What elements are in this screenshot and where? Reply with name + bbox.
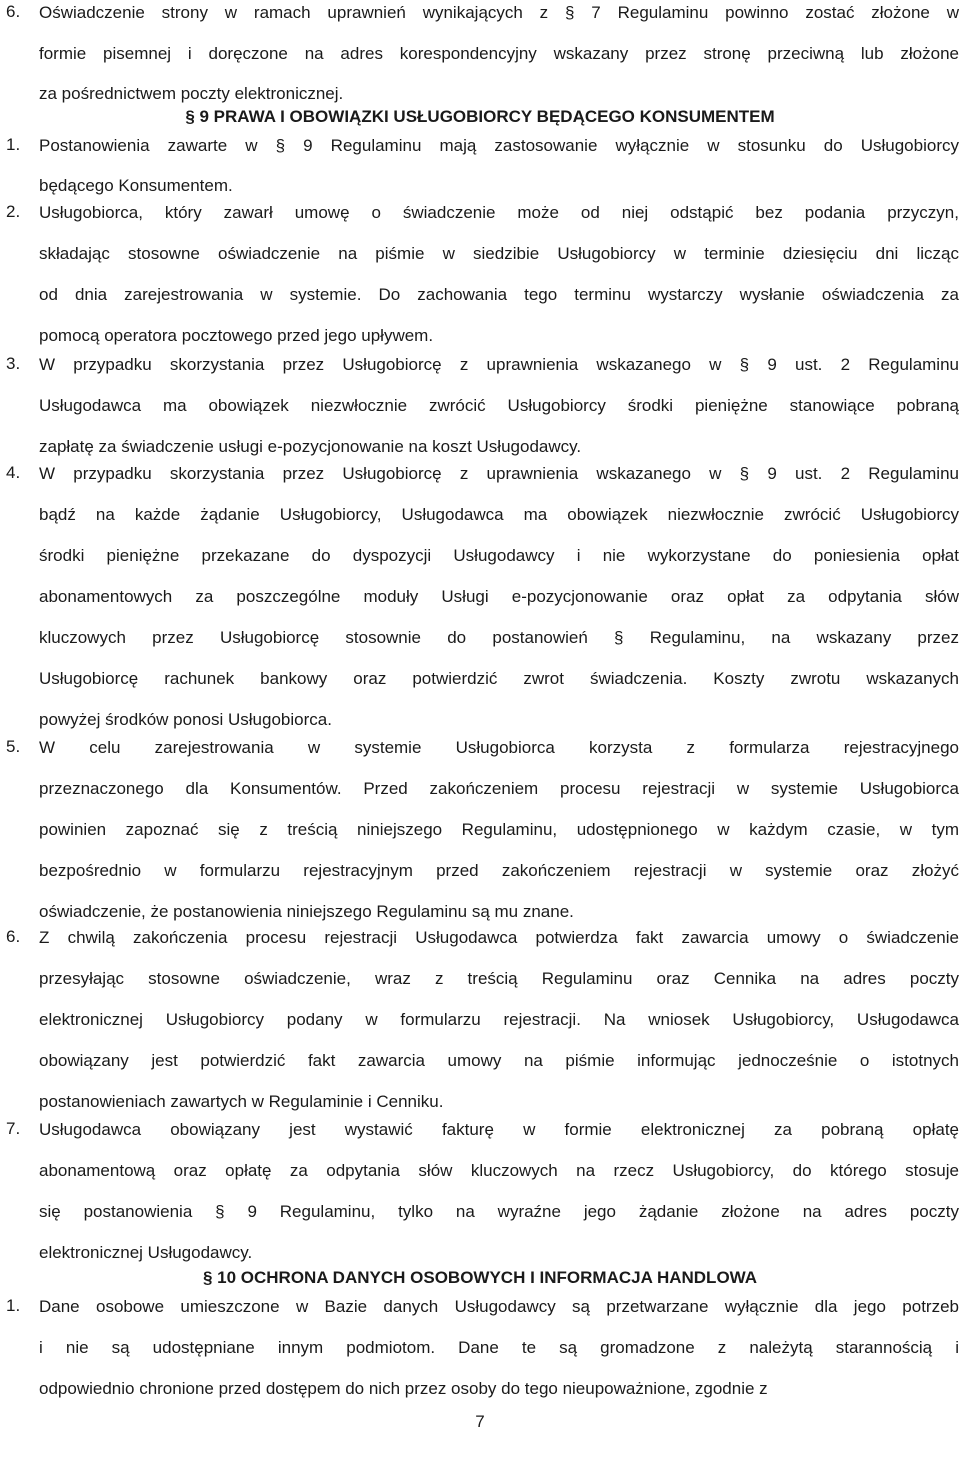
text-line: powyżej środków ponosi Usługobiorca.	[39, 710, 332, 729]
section-heading: § 10 OCHRONA DANYCH OSOBOWYCH I INFORMACJA HANDLOWA	[202, 1268, 758, 1287]
list-item-number: 1.	[6, 1296, 21, 1315]
text-line: abonamentową oraz opłatę za odpytania słów kluczowych na rzecz Usługobiorcy, do którego stosuje	[39, 1161, 959, 1180]
list-item	[0, 737, 960, 942]
list-item-text	[39, 354, 959, 477]
text-line: Postanowienia zawarte w § 9 Regulaminu mają zastosowanie wyłącznie w stosunku do Usługobiorcy	[39, 136, 959, 155]
text-line: elektronicznej Usługobiorcy podany w formularzu rejestracji. Na wniosek Usługobiorcy, Usługodawca	[39, 1010, 959, 1029]
text-line: Oświadczenie strony w ramach uprawnień wynikających z § 7 Regulaminu powinno zostać złożone w	[39, 3, 959, 22]
list-item	[0, 2, 960, 124]
list-item	[0, 354, 960, 477]
text-line: W przypadku skorzystania przez Usługobiorcę z uprawnienia wskazanego w § 9 ust. 2 Regulaminu	[39, 464, 959, 483]
text-line: Usługodawca ma obowiązek niezwłocznie zwrócić Usługobiorcy środki pieniężne stanowiące pobraną	[39, 396, 959, 415]
list-item-text	[39, 202, 959, 366]
text-line: Dane osobowe umieszczone w Bazie danych Usługodawcy są przetwarzane wyłącznie dla jego potrzeb	[39, 1297, 959, 1316]
list-item-number: 6.	[6, 2, 21, 21]
text-line: składając stosowne oświadczenie na piśmie w siedzibie Usługobiorcy w terminie dziesięciu dni licząc	[39, 244, 959, 263]
text-line: elektronicznej Usługodawcy.	[39, 1243, 253, 1262]
list-item-number: 3.	[6, 354, 21, 373]
text-line: Usługodawca obowiązany jest wystawić fakturę w formie elektronicznej za pobraną opłatę	[39, 1120, 959, 1139]
text-line: W celu zarejestrowania w systemie Usługobiorca korzysta z formularza rejestracyjnego	[39, 738, 959, 757]
list-item	[0, 202, 960, 366]
list-item-number: 2.	[6, 202, 21, 221]
section-heading: § 9 PRAWA I OBOWIĄZKI USŁUGOBIORCY BĘDĄCEGO KONSUMENTEM	[185, 107, 775, 126]
text-line: abonamentowych za poszczególne moduły Usługi e-pozycjonowanie oraz opłat za odpytania słów	[39, 587, 959, 606]
text-line: formie pisemnej i doręczone na adres korespondencyjny wskazany przez stronę przeciwną lub złożone	[39, 43, 959, 63]
list-item-number: 4.	[6, 463, 21, 482]
text-line: Usługobiorcę rachunek bankowy oraz potwierdzić zwrot świadczenia. Koszty zwrotu wskazanych	[39, 669, 959, 688]
text-line: przesyłając stosowne oświadczenie, wraz z treścią Regulaminu oraz Cennika na adres poczty	[39, 969, 959, 988]
list-item	[0, 1119, 960, 1283]
text-line: obowiązany jest potwierdzić fakt zawarcia umowy na piśmie informując jednocześnie o istotnych	[39, 1051, 959, 1070]
list-item-text	[39, 927, 959, 1132]
text-line: przeznaczonego dla Konsumentów. Przed zakończeniem procesu rejestracji w systemie Usługobiorca	[39, 779, 959, 798]
list-item	[0, 1296, 960, 1419]
list-item-text	[39, 737, 959, 942]
text-line: oświadczenie, że postanowienia niniejszego Regulaminu są mu znane.	[39, 902, 574, 921]
text-line: Z chwilą zakończenia procesu rejestracji Usługodawca potwierdza fakt zawarcia umowy o świadczenie	[39, 928, 959, 947]
list-item-number: 5.	[6, 737, 21, 756]
list-item-text	[39, 2, 959, 124]
list-item-text	[39, 1296, 959, 1419]
text-line: będącego Konsumentem.	[39, 176, 233, 195]
text-line: powinien zapoznać się z treścią niniejszego Regulaminu, udostępnionego w każdym czasie, w tym	[39, 820, 959, 839]
text-line: bezpośrednio w formularzu rejestracyjnym przed zakończeniem rejestracji w systemie oraz złożyć	[39, 861, 959, 880]
list-item	[0, 463, 960, 750]
text-line: pomocą operatora pocztowego przed jego upływem.	[39, 326, 434, 345]
text-line: i nie są udostępniane innym podmiotom. Dane te są gromadzone z należytą starannością i	[39, 1338, 959, 1357]
list-item-number: 7.	[6, 1119, 21, 1138]
text-line: się postanowienia § 9 Regulaminu, tylko na wyraźne jego żądanie złożone na adres poczty	[39, 1202, 959, 1221]
text-line: postanowieniach zawartych w Regulaminie i Cenniku.	[39, 1092, 444, 1111]
list-item	[0, 927, 960, 1132]
text-line: kluczowych przez Usługobiorcę stosownie do postanowień § Regulaminu, na wskazany przez	[39, 628, 959, 647]
list-item-number: 1.	[6, 135, 21, 154]
list-item-number: 6.	[6, 927, 21, 946]
text-line: środki pieniężne przekazane do dyspozycji Usługodawcy i nie wykorzystane do poniesienia opłat	[39, 546, 959, 565]
text-line: odpowiednio chronione przed dostępem do nich przez osoby do tego nieupoważnione, zgodnie z	[39, 1379, 768, 1398]
text-line: zapłatę za świadczenie usługi e-pozycjonowanie na koszt Usługodawcy.	[39, 437, 582, 456]
page-number: 7	[475, 1412, 485, 1431]
list-item-text	[39, 463, 959, 750]
text-line: W przypadku skorzystania przez Usługobiorcę z uprawnienia wskazanego w § 9 ust. 2 Regulaminu	[39, 355, 959, 374]
text-line: za pośrednictwem poczty elektronicznej.	[39, 84, 344, 103]
list-item-text	[39, 1119, 959, 1283]
text-line: bądź na każde żądanie Usługobiorcy, Usługodawca ma obowiązek niezwłocznie zwrócić Usługobiorcy	[39, 505, 959, 524]
text-line: od dnia zarejestrowania w systemie. Do zachowania tego terminu wystarczy wysłanie oświadczenia za	[39, 285, 959, 304]
text-line: Usługobiorca, który zawarł umowę o świadczenie może od niej odstąpić bez podania przyczyn,	[39, 203, 959, 222]
